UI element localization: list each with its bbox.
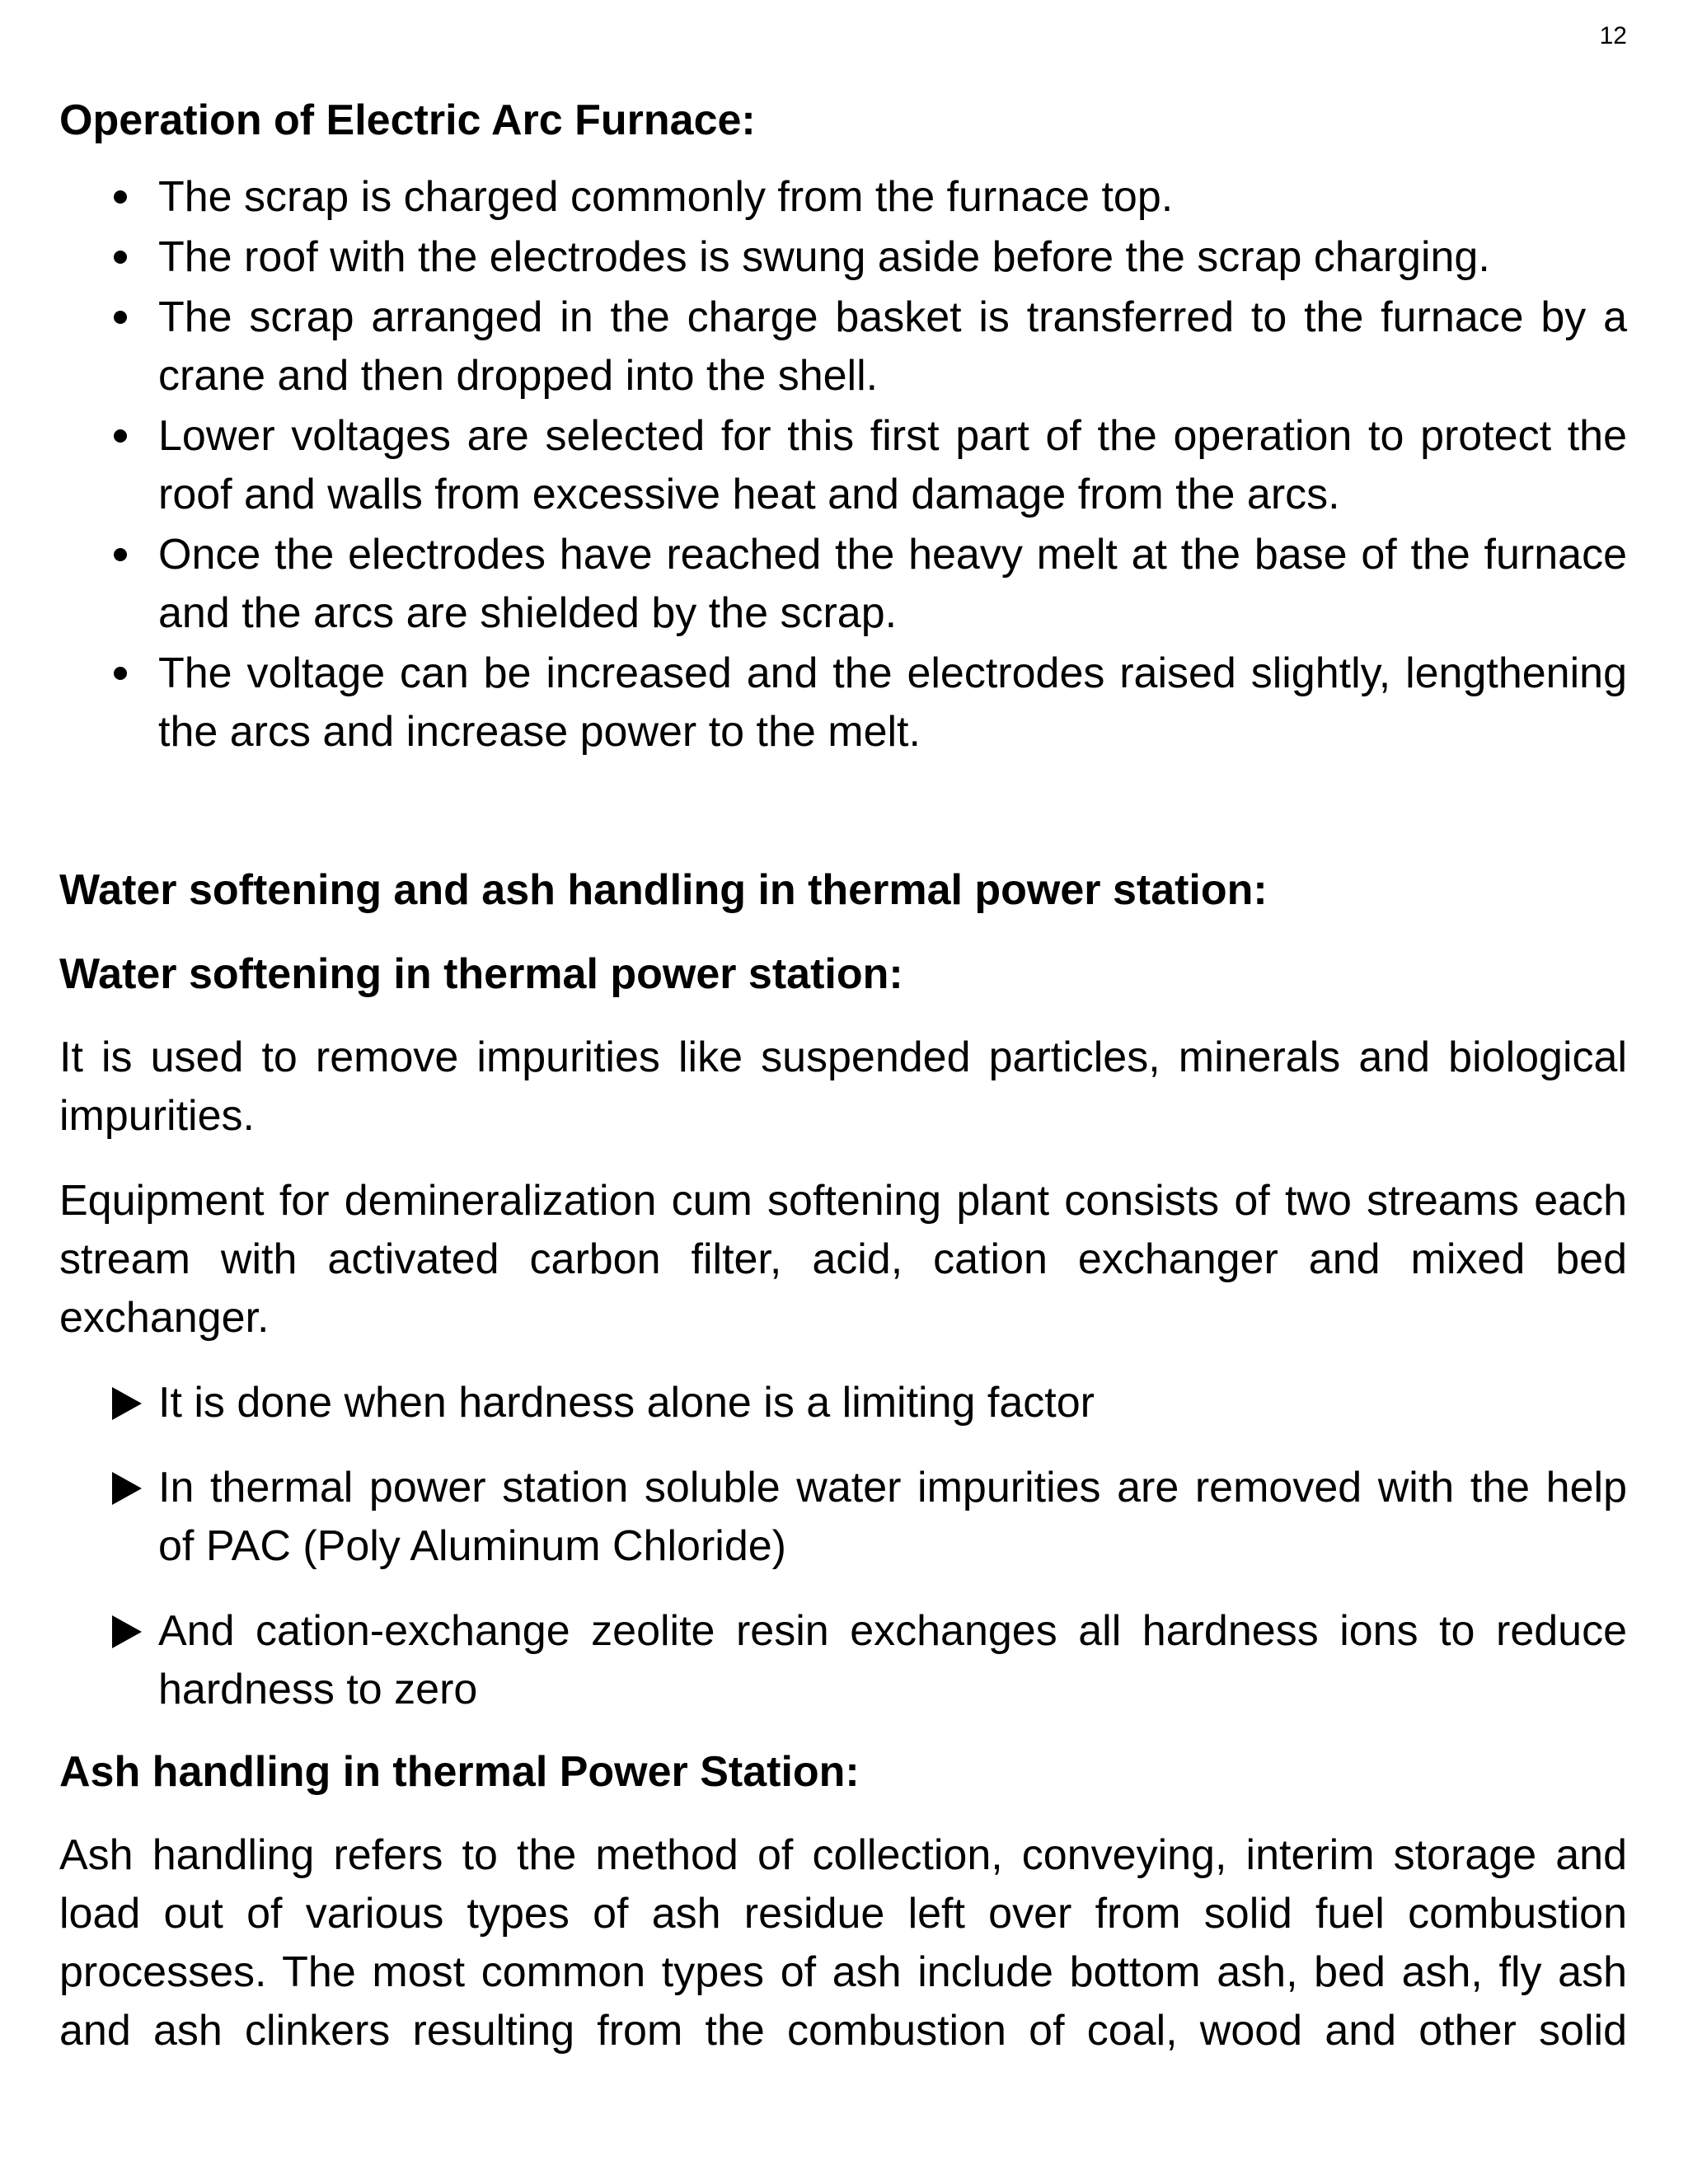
heading-water-softening: Water softening in thermal power station:: [59, 950, 903, 998]
ash-para: Ash handling refers to the method of collection, conveying, interim storage and load out of various types of ash residue left over from solid fuel combustion processes. The most common types of ash include bottom ash, bed ash, fly ash and ash clinkers resulting from the combustion of coal, wood and other solid: [59, 1831, 1627, 2055]
document-body: [59, 91, 1627, 2060]
list-item-text: It is done when hardness alone is a limiting factor: [158, 1379, 1095, 1427]
list-item: [59, 407, 1627, 524]
list-item: [59, 644, 1627, 762]
bullet-dot-icon: [114, 548, 127, 561]
water-arrow-list: [59, 1374, 1627, 1719]
bullet-dot-icon: [114, 311, 127, 324]
bullet-dot-icon: [114, 429, 127, 443]
list-item-text: The roof with the electrodes is swung aside before the scrap charging.: [158, 233, 1490, 281]
list-item: [59, 1602, 1627, 1719]
bullet-dot-icon: [114, 251, 127, 264]
page-number: 12: [1599, 22, 1627, 49]
water-para-2: Equipment for demineralization cum softening plant consists of two streams each stream with activated carbon filter, acid, cation exchanger and mixed bed exchanger.: [59, 1177, 1627, 1342]
list-item-text: The voltage can be increased and the electrodes raised slightly, lengthening the arcs and increase power to the melt.: [158, 649, 1627, 756]
heading-eaf-operation: Operation of Electric Arc Furnace:: [59, 96, 756, 144]
bullet-dot-icon: [114, 190, 127, 204]
list-item: [59, 526, 1627, 643]
list-item: [59, 288, 1627, 405]
list-item: [59, 168, 1627, 227]
list-item: [59, 1374, 1627, 1432]
list-item-text: The scrap arranged in the charge basket is transferred to the furnace by a crane and then dropped into the shell.: [158, 293, 1627, 400]
heading-ash-handling: Ash handling in thermal Power Station:: [59, 1748, 860, 1796]
list-item-text: Lower voltages are selected for this first part of the operation to protect the roof and walls from excessive heat and damage from the arcs.: [158, 412, 1627, 518]
list-item-text: In thermal power station soluble water impurities are removed with the help of PAC (Poly Aluminum Chloride): [158, 1464, 1627, 1570]
arrow-right-icon: [112, 1472, 142, 1505]
list-item: [59, 1459, 1627, 1576]
list-item-text: The scrap is charged commonly from the furnace top.: [158, 173, 1174, 221]
eaf-bullet-list: [59, 168, 1627, 762]
list-item: [59, 228, 1627, 287]
list-item-text: And cation-exchange zeolite resin exchanges all hardness ions to reduce hardness to zero: [158, 1607, 1627, 1713]
arrow-right-icon: [112, 1387, 142, 1420]
list-item-text: Once the electrodes have reached the heavy melt at the base of the furnace and the arcs are shielded by the scrap.: [158, 531, 1627, 637]
water-para-1: It is used to remove impurities like suspended particles, minerals and biological impurities.: [59, 1033, 1627, 1140]
bullet-dot-icon: [114, 667, 127, 680]
heading-water-ash: Water softening and ash handling in thermal power station:: [59, 866, 1268, 914]
arrow-right-icon: [112, 1615, 142, 1648]
